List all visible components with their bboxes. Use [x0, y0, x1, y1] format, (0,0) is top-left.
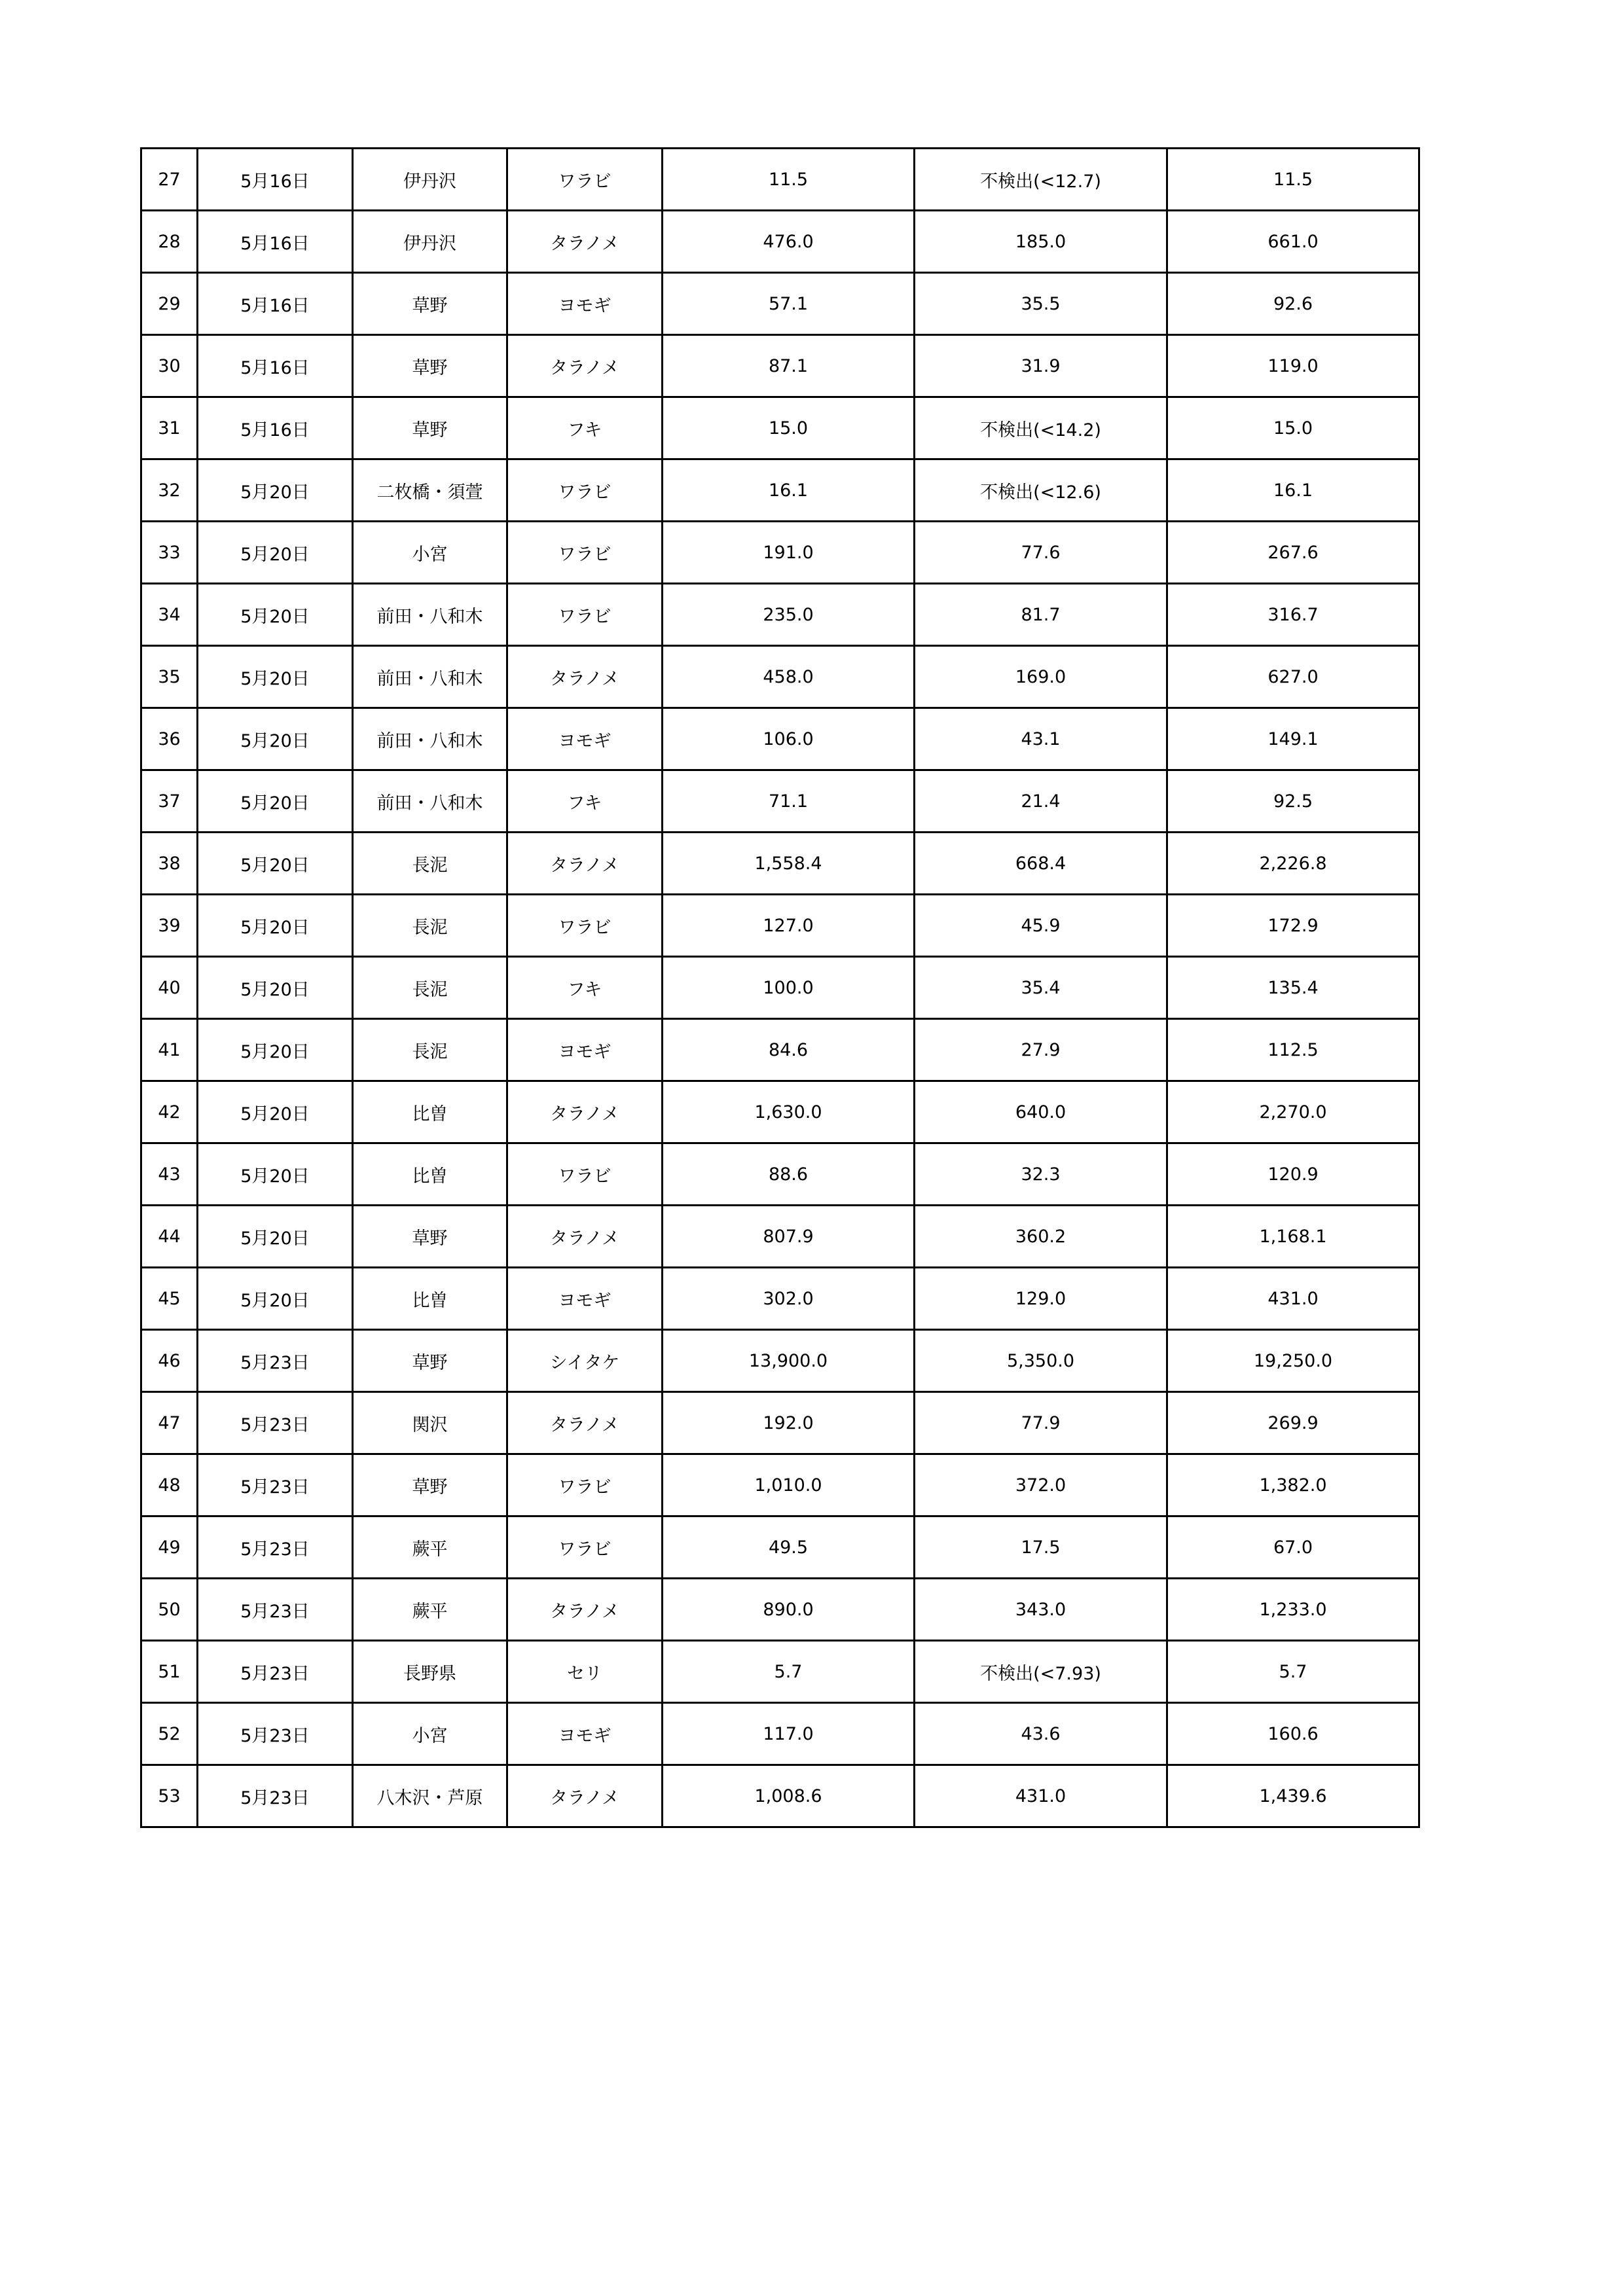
item-cell: ワラビ [507, 149, 663, 211]
row-number-cell: 50 [141, 1579, 198, 1641]
table-row [141, 1641, 1419, 1703]
location-cell: 二枚橋・須萱 [353, 459, 507, 522]
item-cell: ヨモギ [507, 273, 663, 335]
item-cell: ワラビ [507, 1454, 663, 1516]
table-row [141, 1268, 1419, 1330]
row-number-cell: 40 [141, 957, 198, 1019]
date-cell: 5月23日 [198, 1641, 353, 1703]
row-number-cell: 27 [141, 149, 198, 211]
location-cell: 前田・八和木 [353, 584, 507, 646]
table-row [141, 149, 1419, 211]
date-cell: 5月20日 [198, 584, 353, 646]
value-3-cell: 5.7 [1167, 1641, 1419, 1703]
location-cell: 草野 [353, 335, 507, 397]
location-cell: 前田・八和木 [353, 770, 507, 833]
value-1-cell: 106.0 [663, 708, 915, 770]
row-number-cell: 29 [141, 273, 198, 335]
item-cell: ワラビ [507, 1143, 663, 1206]
row-number-cell: 30 [141, 335, 198, 397]
item-cell: ワラビ [507, 459, 663, 522]
date-cell: 5月20日 [198, 459, 353, 522]
row-number-cell: 38 [141, 833, 198, 895]
value-3-cell: 16.1 [1167, 459, 1419, 522]
row-number-cell: 45 [141, 1268, 198, 1330]
value-3-cell: 627.0 [1167, 646, 1419, 708]
value-2-cell: 185.0 [915, 211, 1167, 273]
item-cell: タラノメ [507, 1206, 663, 1268]
value-1-cell: 476.0 [663, 211, 915, 273]
value-3-cell: 11.5 [1167, 149, 1419, 211]
table-row [141, 1392, 1419, 1454]
location-cell: 蕨平 [353, 1516, 507, 1579]
value-3-cell: 661.0 [1167, 211, 1419, 273]
item-cell: タラノメ [507, 646, 663, 708]
value-1-cell: 1,010.0 [663, 1454, 915, 1516]
table-row [141, 1765, 1419, 1827]
table-row [141, 1330, 1419, 1392]
value-3-cell: 269.9 [1167, 1392, 1419, 1454]
value-3-cell: 316.7 [1167, 584, 1419, 646]
table-row [141, 459, 1419, 522]
item-cell: フキ [507, 397, 663, 459]
value-1-cell: 302.0 [663, 1268, 915, 1330]
value-1-cell: 11.5 [663, 149, 915, 211]
location-cell: 長野県 [353, 1641, 507, 1703]
item-cell: フキ [507, 770, 663, 833]
results-table-body [141, 149, 1419, 1827]
value-1-cell: 1,630.0 [663, 1081, 915, 1143]
date-cell: 5月20日 [198, 1268, 353, 1330]
location-cell: 蕨平 [353, 1579, 507, 1641]
value-1-cell: 235.0 [663, 584, 915, 646]
item-cell: ヨモギ [507, 1019, 663, 1081]
value-2-cell: 77.9 [915, 1392, 1167, 1454]
location-cell: 草野 [353, 273, 507, 335]
item-cell: フキ [507, 957, 663, 1019]
table-row [141, 708, 1419, 770]
row-number-cell: 39 [141, 895, 198, 957]
value-1-cell: 117.0 [663, 1703, 915, 1765]
value-2-cell: 81.7 [915, 584, 1167, 646]
value-2-cell: 35.5 [915, 273, 1167, 335]
date-cell: 5月20日 [198, 522, 353, 584]
value-3-cell: 67.0 [1167, 1516, 1419, 1579]
date-cell: 5月16日 [198, 211, 353, 273]
value-3-cell: 2,270.0 [1167, 1081, 1419, 1143]
table-row [141, 211, 1419, 273]
row-number-cell: 28 [141, 211, 198, 273]
location-cell: 小宮 [353, 522, 507, 584]
value-1-cell: 191.0 [663, 522, 915, 584]
value-2-cell: 35.4 [915, 957, 1167, 1019]
value-3-cell: 92.6 [1167, 273, 1419, 335]
date-cell: 5月23日 [198, 1330, 353, 1392]
date-cell: 5月20日 [198, 646, 353, 708]
value-3-cell: 1,233.0 [1167, 1579, 1419, 1641]
row-number-cell: 52 [141, 1703, 198, 1765]
value-2-cell: 77.6 [915, 522, 1167, 584]
item-cell: ヨモギ [507, 708, 663, 770]
value-2-cell: 27.9 [915, 1019, 1167, 1081]
row-number-cell: 37 [141, 770, 198, 833]
location-cell: 伊丹沢 [353, 211, 507, 273]
value-2-cell: 169.0 [915, 646, 1167, 708]
location-cell: 小宮 [353, 1703, 507, 1765]
date-cell: 5月23日 [198, 1579, 353, 1641]
row-number-cell: 33 [141, 522, 198, 584]
value-1-cell: 1,008.6 [663, 1765, 915, 1827]
location-cell: 長泥 [353, 957, 507, 1019]
value-3-cell: 119.0 [1167, 335, 1419, 397]
value-2-cell: 不検出(<7.93) [915, 1641, 1167, 1703]
location-cell: 草野 [353, 1454, 507, 1516]
value-1-cell: 192.0 [663, 1392, 915, 1454]
row-number-cell: 51 [141, 1641, 198, 1703]
value-2-cell: 431.0 [915, 1765, 1167, 1827]
location-cell: 伊丹沢 [353, 149, 507, 211]
value-3-cell: 92.5 [1167, 770, 1419, 833]
value-3-cell: 135.4 [1167, 957, 1419, 1019]
value-2-cell: 31.9 [915, 335, 1167, 397]
date-cell: 5月20日 [198, 833, 353, 895]
value-1-cell: 5.7 [663, 1641, 915, 1703]
value-3-cell: 149.1 [1167, 708, 1419, 770]
table-row [141, 1579, 1419, 1641]
date-cell: 5月20日 [198, 1081, 353, 1143]
value-1-cell: 807.9 [663, 1206, 915, 1268]
table-row [141, 1703, 1419, 1765]
row-number-cell: 49 [141, 1516, 198, 1579]
location-cell: 長泥 [353, 833, 507, 895]
value-3-cell: 172.9 [1167, 895, 1419, 957]
value-2-cell: 43.6 [915, 1703, 1167, 1765]
location-cell: 草野 [353, 397, 507, 459]
date-cell: 5月16日 [198, 335, 353, 397]
value-1-cell: 71.1 [663, 770, 915, 833]
location-cell: 比曽 [353, 1268, 507, 1330]
row-number-cell: 35 [141, 646, 198, 708]
location-cell: 長泥 [353, 1019, 507, 1081]
value-1-cell: 15.0 [663, 397, 915, 459]
table-row [141, 584, 1419, 646]
table-row [141, 1143, 1419, 1206]
item-cell: タラノメ [507, 833, 663, 895]
row-number-cell: 53 [141, 1765, 198, 1827]
value-2-cell: 372.0 [915, 1454, 1167, 1516]
value-2-cell: 45.9 [915, 895, 1167, 957]
date-cell: 5月20日 [198, 1143, 353, 1206]
table-row [141, 1081, 1419, 1143]
value-3-cell: 267.6 [1167, 522, 1419, 584]
value-1-cell: 87.1 [663, 335, 915, 397]
location-cell: 比曽 [353, 1081, 507, 1143]
value-3-cell: 431.0 [1167, 1268, 1419, 1330]
table-row [141, 1206, 1419, 1268]
item-cell: ワラビ [507, 522, 663, 584]
item-cell: タラノメ [507, 1081, 663, 1143]
location-cell: 比曽 [353, 1143, 507, 1206]
date-cell: 5月23日 [198, 1392, 353, 1454]
value-2-cell: 360.2 [915, 1206, 1167, 1268]
row-number-cell: 44 [141, 1206, 198, 1268]
value-3-cell: 112.5 [1167, 1019, 1419, 1081]
value-3-cell: 120.9 [1167, 1143, 1419, 1206]
value-3-cell: 1,382.0 [1167, 1454, 1419, 1516]
table-row [141, 397, 1419, 459]
item-cell: ワラビ [507, 584, 663, 646]
row-number-cell: 32 [141, 459, 198, 522]
value-1-cell: 13,900.0 [663, 1330, 915, 1392]
value-2-cell: 32.3 [915, 1143, 1167, 1206]
row-number-cell: 48 [141, 1454, 198, 1516]
item-cell: ワラビ [507, 1516, 663, 1579]
row-number-cell: 43 [141, 1143, 198, 1206]
location-cell: 前田・八和木 [353, 646, 507, 708]
value-1-cell: 890.0 [663, 1579, 915, 1641]
date-cell: 5月20日 [198, 1206, 353, 1268]
table-row [141, 273, 1419, 335]
value-1-cell: 100.0 [663, 957, 915, 1019]
table-row [141, 1454, 1419, 1516]
value-1-cell: 88.6 [663, 1143, 915, 1206]
item-cell: タラノメ [507, 1392, 663, 1454]
value-2-cell: 不検出(<14.2) [915, 397, 1167, 459]
item-cell: シイタケ [507, 1330, 663, 1392]
value-2-cell: 不検出(<12.7) [915, 149, 1167, 211]
item-cell: タラノメ [507, 211, 663, 273]
date-cell: 5月20日 [198, 770, 353, 833]
value-3-cell: 19,250.0 [1167, 1330, 1419, 1392]
value-2-cell: 668.4 [915, 833, 1167, 895]
value-2-cell: 640.0 [915, 1081, 1167, 1143]
value-1-cell: 1,558.4 [663, 833, 915, 895]
value-1-cell: 49.5 [663, 1516, 915, 1579]
value-3-cell: 160.6 [1167, 1703, 1419, 1765]
date-cell: 5月16日 [198, 273, 353, 335]
item-cell: セリ [507, 1641, 663, 1703]
table-row [141, 1019, 1419, 1081]
date-cell: 5月23日 [198, 1765, 353, 1827]
date-cell: 5月16日 [198, 397, 353, 459]
date-cell: 5月16日 [198, 149, 353, 211]
row-number-cell: 34 [141, 584, 198, 646]
table-row [141, 1516, 1419, 1579]
table-row [141, 335, 1419, 397]
item-cell: ワラビ [507, 895, 663, 957]
value-2-cell: 不検出(<12.6) [915, 459, 1167, 522]
table-row [141, 957, 1419, 1019]
date-cell: 5月20日 [198, 957, 353, 1019]
item-cell: ヨモギ [507, 1268, 663, 1330]
date-cell: 5月20日 [198, 708, 353, 770]
location-cell: 長泥 [353, 895, 507, 957]
item-cell: タラノメ [507, 1765, 663, 1827]
value-2-cell: 43.1 [915, 708, 1167, 770]
location-cell: 前田・八和木 [353, 708, 507, 770]
results-table [140, 147, 1420, 1828]
row-number-cell: 42 [141, 1081, 198, 1143]
row-number-cell: 31 [141, 397, 198, 459]
table-row [141, 522, 1419, 584]
value-2-cell: 343.0 [915, 1579, 1167, 1641]
date-cell: 5月23日 [198, 1703, 353, 1765]
value-1-cell: 127.0 [663, 895, 915, 957]
location-cell: 八木沢・芦原 [353, 1765, 507, 1827]
row-number-cell: 41 [141, 1019, 198, 1081]
date-cell: 5月20日 [198, 1019, 353, 1081]
table-row [141, 646, 1419, 708]
row-number-cell: 36 [141, 708, 198, 770]
location-cell: 関沢 [353, 1392, 507, 1454]
value-2-cell: 21.4 [915, 770, 1167, 833]
location-cell: 草野 [353, 1330, 507, 1392]
value-3-cell: 1,168.1 [1167, 1206, 1419, 1268]
table-row [141, 833, 1419, 895]
item-cell: タラノメ [507, 335, 663, 397]
value-3-cell: 2,226.8 [1167, 833, 1419, 895]
value-1-cell: 84.6 [663, 1019, 915, 1081]
value-1-cell: 57.1 [663, 273, 915, 335]
value-1-cell: 16.1 [663, 459, 915, 522]
value-1-cell: 458.0 [663, 646, 915, 708]
date-cell: 5月20日 [198, 895, 353, 957]
item-cell: タラノメ [507, 1579, 663, 1641]
item-cell: ヨモギ [507, 1703, 663, 1765]
value-2-cell: 129.0 [915, 1268, 1167, 1330]
table-row [141, 770, 1419, 833]
row-number-cell: 47 [141, 1392, 198, 1454]
value-3-cell: 1,439.6 [1167, 1765, 1419, 1827]
location-cell: 草野 [353, 1206, 507, 1268]
table-row [141, 895, 1419, 957]
date-cell: 5月23日 [198, 1516, 353, 1579]
row-number-cell: 46 [141, 1330, 198, 1392]
date-cell: 5月23日 [198, 1454, 353, 1516]
value-2-cell: 17.5 [915, 1516, 1167, 1579]
value-2-cell: 5,350.0 [915, 1330, 1167, 1392]
value-3-cell: 15.0 [1167, 397, 1419, 459]
